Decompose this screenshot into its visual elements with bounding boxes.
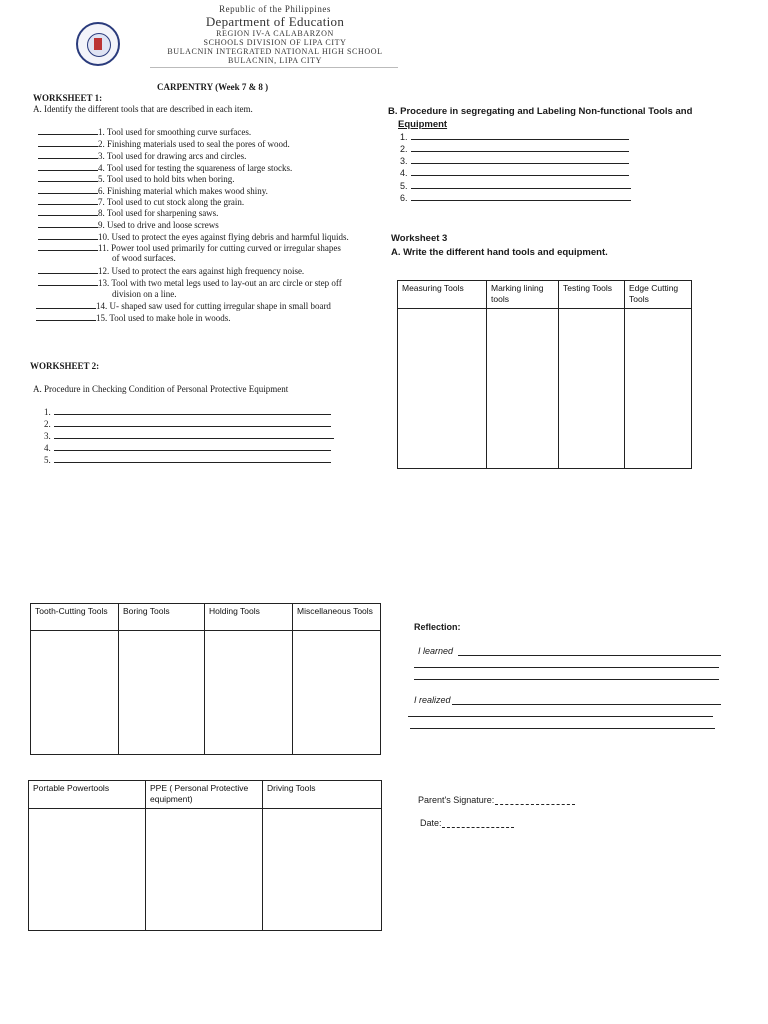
worksheet1-item [38, 163, 292, 173]
item-text: 1. Tool used for smoothing curve surfaces. [98, 127, 252, 137]
answer-blank[interactable] [36, 320, 96, 321]
table-header: Driving Tools [263, 781, 382, 809]
table-header: Tooth-Cutting Tools [31, 604, 119, 631]
item-number: 4. [44, 443, 51, 453]
date-label: Date: [420, 818, 442, 828]
worksheet1-item [38, 174, 234, 184]
answer-line[interactable] [54, 414, 331, 415]
table-header: PPE ( Personal Protective equipment) [146, 781, 263, 809]
answer-line[interactable] [54, 438, 334, 439]
parent-signature-line[interactable] [495, 804, 575, 805]
item-number: 5. [44, 455, 51, 465]
table-header: Marking lining tools [487, 281, 559, 309]
item-number: 3. [400, 156, 408, 166]
answer-blank[interactable] [38, 170, 98, 171]
answer-blank[interactable] [38, 146, 98, 147]
answer-blank[interactable] [38, 134, 98, 135]
answer-cell[interactable] [398, 308, 487, 468]
answer-row [400, 168, 629, 178]
worksheet1-item [38, 186, 268, 196]
table-header: Miscellaneous Tools [293, 604, 381, 631]
item-number: 3. [44, 431, 51, 441]
item-text: 6. Finishing material which makes wood shiny. [98, 186, 268, 196]
reflection-realized-line[interactable] [452, 704, 721, 705]
item-number: 2. [44, 419, 51, 429]
table-header: Holding Tools [205, 604, 293, 631]
worksheet3-heading: Worksheet 3 [391, 233, 448, 244]
answer-blank[interactable] [38, 239, 98, 240]
answer-blank[interactable] [38, 181, 98, 182]
item-text: 10. Used to protect the eyes against flying debris and harmful liquids. [98, 232, 349, 242]
item-number: 6. [400, 193, 408, 203]
item-text: 9. Used to drive and loose screws [98, 220, 219, 230]
worksheet1-instruction: A. Identify the different tools that are described in each item. [33, 104, 253, 114]
item-number: 1. [400, 132, 408, 142]
answer-blank[interactable] [38, 215, 98, 216]
item-text: 3. Tool used for drawing arcs and circles. [98, 151, 247, 161]
header-region: REGION IV-A CALABARZON [216, 29, 334, 38]
header-department: Department of Education [205, 14, 345, 29]
worksheet1-item [38, 232, 349, 242]
answer-line[interactable] [411, 188, 631, 189]
reflection-learned-line[interactable] [458, 655, 721, 656]
worksheet1-item11-cont: of wood surfaces. [112, 253, 176, 263]
answer-cell[interactable] [625, 308, 692, 468]
answer-row [400, 193, 631, 203]
deped-seal-icon [76, 22, 120, 66]
answer-blank[interactable] [38, 273, 98, 274]
item-text: 4. Tool used for testing the squareness of large stocks. [98, 163, 293, 173]
answer-cell[interactable] [31, 631, 119, 755]
answer-row [44, 431, 334, 441]
answer-line[interactable] [54, 462, 331, 463]
answer-row [400, 181, 631, 191]
answer-blank[interactable] [38, 227, 98, 228]
answer-cell[interactable] [487, 308, 559, 468]
reflection-realized-label: I realized [414, 695, 451, 705]
item-text: 5. Tool used to hold bits when boring. [98, 174, 235, 184]
answer-line[interactable] [411, 175, 629, 176]
reflection-learned-label: I learned [418, 646, 454, 656]
reflection-learned-line-2[interactable] [414, 667, 719, 668]
answer-cell[interactable] [119, 631, 205, 755]
hand-tools-table [397, 280, 692, 469]
worksheet3-instruction: A. Write the different hand tools and equipment. [391, 247, 608, 258]
answer-row [400, 156, 629, 166]
section-b-heading-cont: Equipment [398, 119, 448, 130]
answer-row [44, 407, 331, 417]
worksheet1-item [38, 243, 341, 253]
answer-row [44, 419, 331, 429]
worksheet1-item [38, 208, 218, 218]
answer-cell[interactable] [559, 308, 625, 468]
header-divider [150, 67, 398, 68]
item-text: 7. Tool used to cut stock along the grain. [98, 197, 245, 207]
table-header: Measuring Tools [398, 281, 487, 309]
answer-blank[interactable] [38, 285, 98, 286]
answer-blank[interactable] [38, 250, 98, 251]
answer-cell[interactable] [205, 631, 293, 755]
header-school: BULACNIN INTEGRATED NATIONAL HIGH SCHOOL [167, 47, 383, 56]
reflection-learned-line-3[interactable] [414, 679, 719, 680]
item-text: 8. Tool used for sharpening saws. [98, 208, 219, 218]
item-number: 5. [400, 181, 408, 191]
reflection-realized-line-2[interactable] [408, 716, 713, 717]
worksheet1-item [36, 301, 331, 311]
item-text: 14. U- shaped saw used for cutting irregular shape in small board [96, 301, 331, 311]
answer-row [44, 455, 331, 465]
worksheet1-item [38, 220, 219, 230]
answer-cell[interactable] [29, 808, 146, 930]
reflection-heading: Reflection: [414, 622, 461, 632]
answer-line[interactable] [411, 200, 631, 201]
worksheet1-item [38, 197, 244, 207]
answer-line[interactable] [54, 426, 331, 427]
item-text: 12. Used to protect the ears against high frequency noise. [98, 266, 305, 276]
page-title: CARPENTRY (Week 7 & 8 ) [157, 82, 269, 92]
item-text: 13. Tool with two metal legs used to lay-out an arc circle or step off [98, 278, 342, 288]
worksheet1-item [38, 151, 246, 161]
tool-categories-table [30, 603, 381, 755]
answer-cell[interactable] [293, 631, 381, 755]
answer-blank[interactable] [36, 308, 96, 309]
table-header: Portable Powertools [29, 781, 146, 809]
answer-line[interactable] [411, 139, 629, 140]
table-header: Boring Tools [119, 604, 205, 631]
answer-row [400, 144, 629, 154]
power-ppe-table [28, 780, 382, 931]
item-text: 11. Power tool used primarily for cutting curved or irregular shapes [98, 243, 341, 253]
answer-cell[interactable] [263, 808, 382, 930]
answer-line[interactable] [411, 163, 629, 164]
worksheet1-item [38, 266, 304, 276]
answer-blank[interactable] [38, 204, 98, 205]
reflection-realized-line-3[interactable] [410, 728, 715, 729]
worksheet1-item [38, 278, 342, 288]
item-number: 4. [400, 168, 408, 178]
answer-blank[interactable] [38, 158, 98, 159]
item-number: 2. [400, 144, 408, 154]
date-line[interactable] [442, 827, 514, 828]
answer-cell[interactable] [146, 808, 263, 930]
header-address: BULACNIN, LIPA CITY [228, 56, 322, 65]
worksheet1-item [36, 313, 230, 323]
item-number: 1. [44, 407, 51, 417]
table-header: Edge Cutting Tools [625, 281, 692, 309]
header-division: SCHOOLS DIVISION OF LIPA CITY [203, 38, 347, 47]
answer-line[interactable] [54, 450, 331, 451]
answer-line[interactable] [411, 151, 629, 152]
worksheet2-instruction: A. Procedure in Checking Condition of Personal Protective Equipment [33, 384, 289, 394]
table-header: Testing Tools [559, 281, 625, 309]
answer-row [400, 132, 629, 142]
answer-blank[interactable] [38, 193, 98, 194]
worksheet2-heading: WORKSHEET 2: [30, 361, 100, 371]
worksheet1-item [38, 127, 251, 137]
worksheet1-heading: WORKSHEET 1: [33, 93, 103, 103]
section-b-heading: B. Procedure in segregating and Labeling Non-functional Tools and [388, 106, 693, 117]
answer-row [44, 443, 331, 453]
parent-signature-label: Parent's Signature: [418, 795, 495, 805]
item-text: 15. Tool used to make hole in woods. [96, 313, 231, 323]
worksheet1-item13-cont: division on a line. [112, 289, 177, 299]
header-republic: Republic of the Philippines [219, 4, 331, 14]
item-text: 2. Finishing materials used to seal the pores of wood. [98, 139, 290, 149]
worksheet1-item [38, 139, 290, 149]
